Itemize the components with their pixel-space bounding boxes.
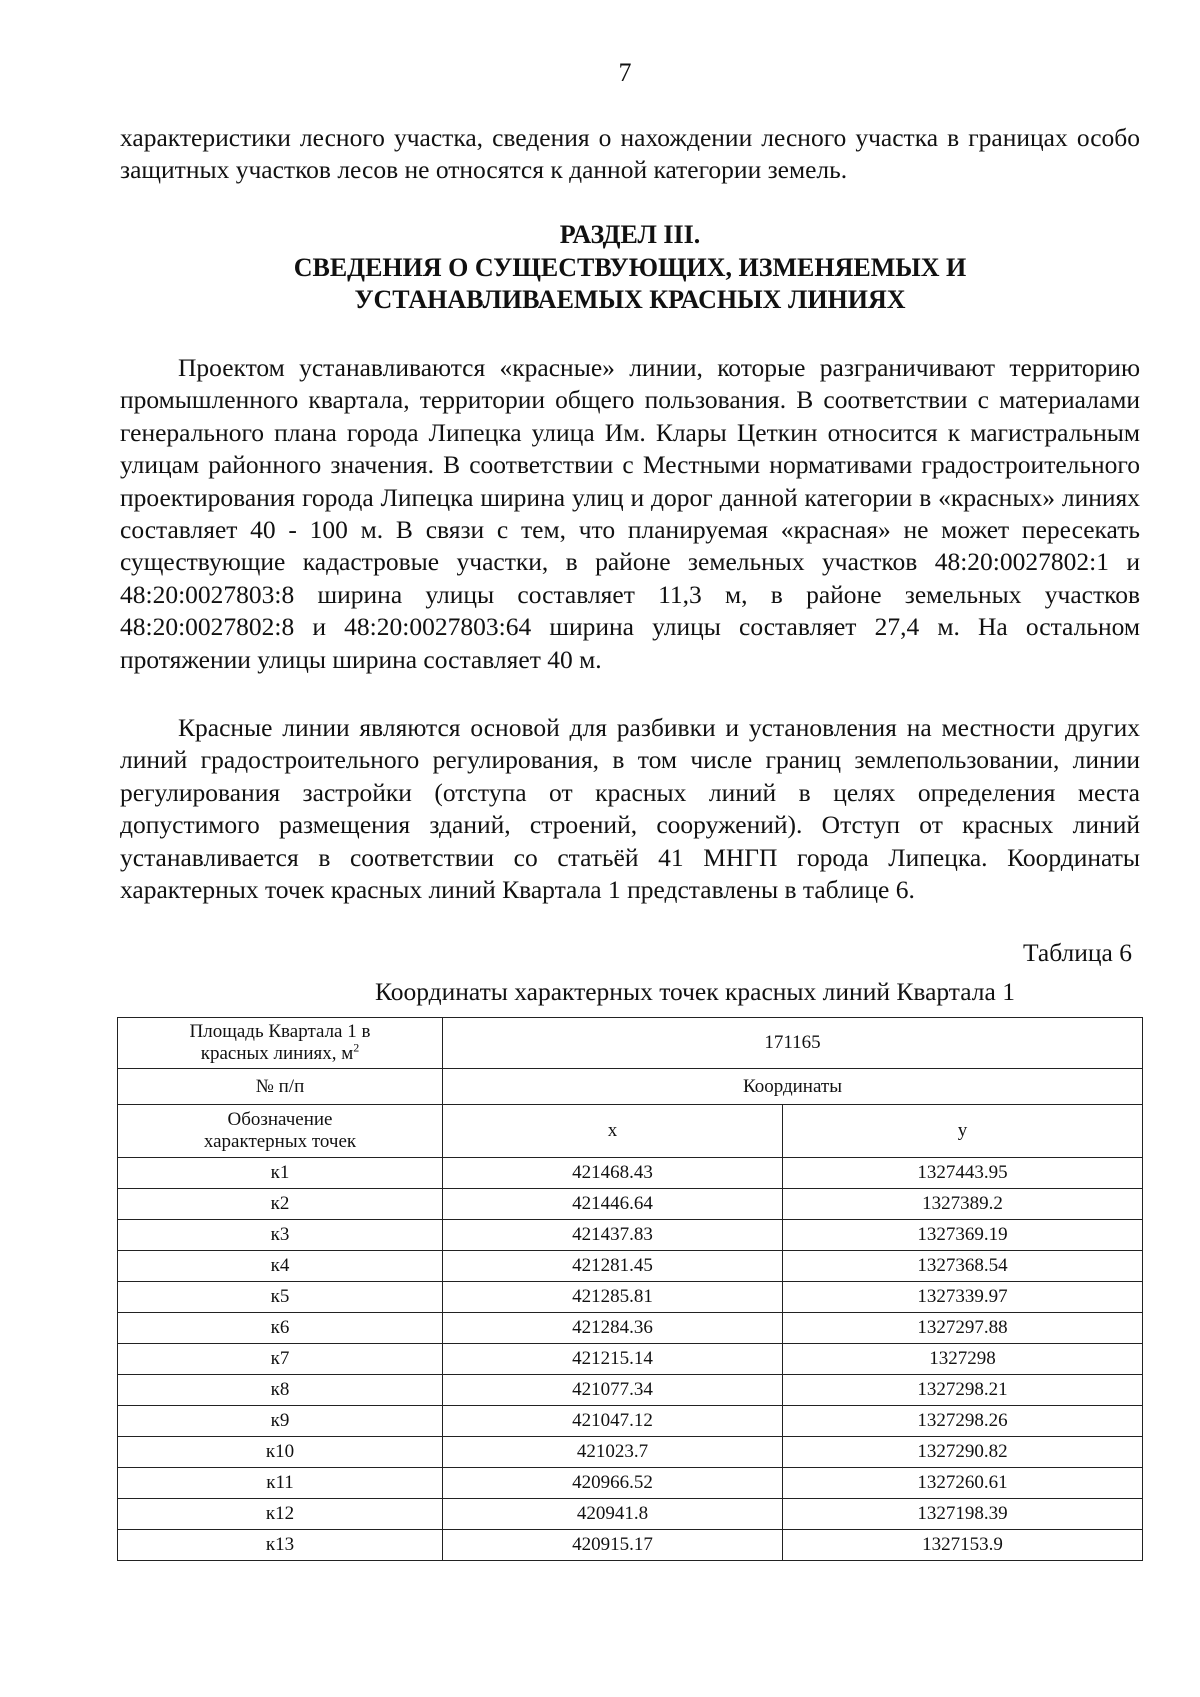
cell-x: 421047.12 (443, 1406, 783, 1437)
cell-point: к1 (118, 1158, 443, 1189)
cell-x: 421468.43 (443, 1158, 783, 1189)
cell-y: 1327368.54 (783, 1251, 1143, 1282)
cell-point: к10 (118, 1437, 443, 1468)
table-area-row (118, 1018, 1143, 1069)
cell-y: 1327443.95 (783, 1158, 1143, 1189)
coords-label-cell: Координаты (443, 1069, 1143, 1105)
cell-x: 421446.64 (443, 1189, 783, 1220)
table-row (118, 1189, 1143, 1220)
cell-point: к2 (118, 1189, 443, 1220)
table-row (118, 1220, 1143, 1251)
x-label-cell: х (443, 1105, 783, 1158)
cell-x: 420966.52 (443, 1468, 783, 1499)
table-row (118, 1251, 1143, 1282)
table-row (118, 1158, 1143, 1189)
cell-point: к12 (118, 1499, 443, 1530)
cell-y: 1327389.2 (783, 1189, 1143, 1220)
cell-y: 1327339.97 (783, 1282, 1143, 1313)
points-label-line-1: Обозначение (227, 1109, 333, 1130)
section-subtitle-line-2: УСТАНАВЛИВАЕМЫХ КРАСНЫХ ЛИНИЯХ (354, 285, 906, 314)
area-value-cell: 171165 (443, 1018, 1143, 1069)
table-row (118, 1499, 1143, 1530)
area-unit-superscript: 2 (353, 1040, 360, 1055)
cell-point: к3 (118, 1220, 443, 1251)
num-label-cell: № п/п (118, 1069, 443, 1105)
cell-x: 421023.7 (443, 1437, 783, 1468)
cell-y: 1327153.9 (783, 1530, 1143, 1561)
table-row (118, 1282, 1143, 1313)
area-label-line-1: Площадь Квартала 1 в (189, 1021, 371, 1042)
cell-point: к9 (118, 1406, 443, 1437)
cell-x: 420941.8 (443, 1499, 783, 1530)
intro-paragraph: характеристики лесного участка, сведения о нахождении лесного участка в границах особо защитных участков лесов не относятся к данной категории земель. (120, 123, 1140, 185)
coordinates-table (117, 1017, 1143, 1561)
y-label-cell: у (783, 1105, 1143, 1158)
table-row (118, 1375, 1143, 1406)
cell-x: 421215.14 (443, 1344, 783, 1375)
cell-x: 421437.83 (443, 1220, 783, 1251)
cell-x: 420915.17 (443, 1530, 783, 1561)
points-label-line-2: характерных точек (203, 1131, 357, 1152)
cell-point: к11 (118, 1468, 443, 1499)
cell-y: 1327290.82 (783, 1437, 1143, 1468)
table-row (118, 1437, 1143, 1468)
cell-point: к4 (118, 1251, 443, 1282)
table-row (118, 1344, 1143, 1375)
cell-point: к7 (118, 1344, 443, 1375)
table-number-label: Таблица 6 (1022, 938, 1132, 967)
cell-x: 421284.36 (443, 1313, 783, 1344)
cell-x: 421077.34 (443, 1375, 783, 1406)
cell-x: 421281.45 (443, 1251, 783, 1282)
table-subheader-row (118, 1105, 1143, 1158)
cell-point: к5 (118, 1282, 443, 1313)
cell-point: к6 (118, 1313, 443, 1344)
cell-y: 1327298.21 (783, 1375, 1143, 1406)
table-row (118, 1406, 1143, 1437)
table-row (118, 1530, 1143, 1561)
area-label-cell (118, 1018, 443, 1069)
section-title: РАЗДЕЛ III. (559, 220, 701, 249)
table-header-row (118, 1069, 1143, 1105)
table-row (118, 1313, 1143, 1344)
cell-x: 421285.81 (443, 1282, 783, 1313)
table-row (118, 1468, 1143, 1499)
cell-y: 1327297.88 (783, 1313, 1143, 1344)
cell-y: 1327298 (783, 1344, 1143, 1375)
cell-y: 1327369.19 (783, 1220, 1143, 1251)
cell-y: 1327298.26 (783, 1406, 1143, 1437)
page-number: 7 (618, 58, 632, 87)
body-paragraph-2: Красные линии являются основой для разбивки и установления на местности других линий градостроительного регулирования, в том числе границ землепользовании, линии регулирования застройки (отступа от красных линий в целях определения места допустимого размещения зданий, строений, сооружений). Отступ от красных линий устанавливается в соответствии со статьёй 41 МНГП города Липецка. Координаты характерных точек красных линий Квартала 1 представлены в таблице 6. (120, 713, 1140, 905)
section-subtitle-line-1: СВЕДЕНИЯ О СУЩЕСТВУЮЩИХ, ИЗМЕНЯЕМЫХ И (293, 252, 967, 282)
section-heading (120, 219, 1140, 317)
cell-y: 1327198.39 (783, 1499, 1143, 1530)
cell-y: 1327260.61 (783, 1468, 1143, 1499)
body-paragraph-1: Проектом устанавливаются «красные» линии, которые разграничивают территорию промышленного квартала, территории общего пользования. В соответствии с материалами генерального плана города Липецка улица Им. Клары Цеткин относится к магистральным улицам районного значения. В соответствии с Местными нормативами градостроительного проектирования города Липецка ширина улиц и дорог данной категории в «красных» линиях составляет 40 - 100 м. В связи с тем, что планируемая «красная» не может пересекать существующие кадастровые участки, в районе земельных участков 48:20:0027802:1 и 48:20:0027803:8 ширина улицы составляет 11,3 м, в районе земельных участков 48:20:0027802:8 и 48:20:0027803:64 ширина улицы составляет 27,4 м. На остальном протяжении улицы ширина составляет 40 м. (120, 353, 1140, 674)
points-label-cell (118, 1105, 443, 1158)
area-label-line-2: красных линиях, м (200, 1043, 354, 1064)
table-caption: Координаты характерных точек красных линий Квартала 1 (375, 977, 1015, 1006)
cell-point: к13 (118, 1530, 443, 1561)
cell-point: к8 (118, 1375, 443, 1406)
